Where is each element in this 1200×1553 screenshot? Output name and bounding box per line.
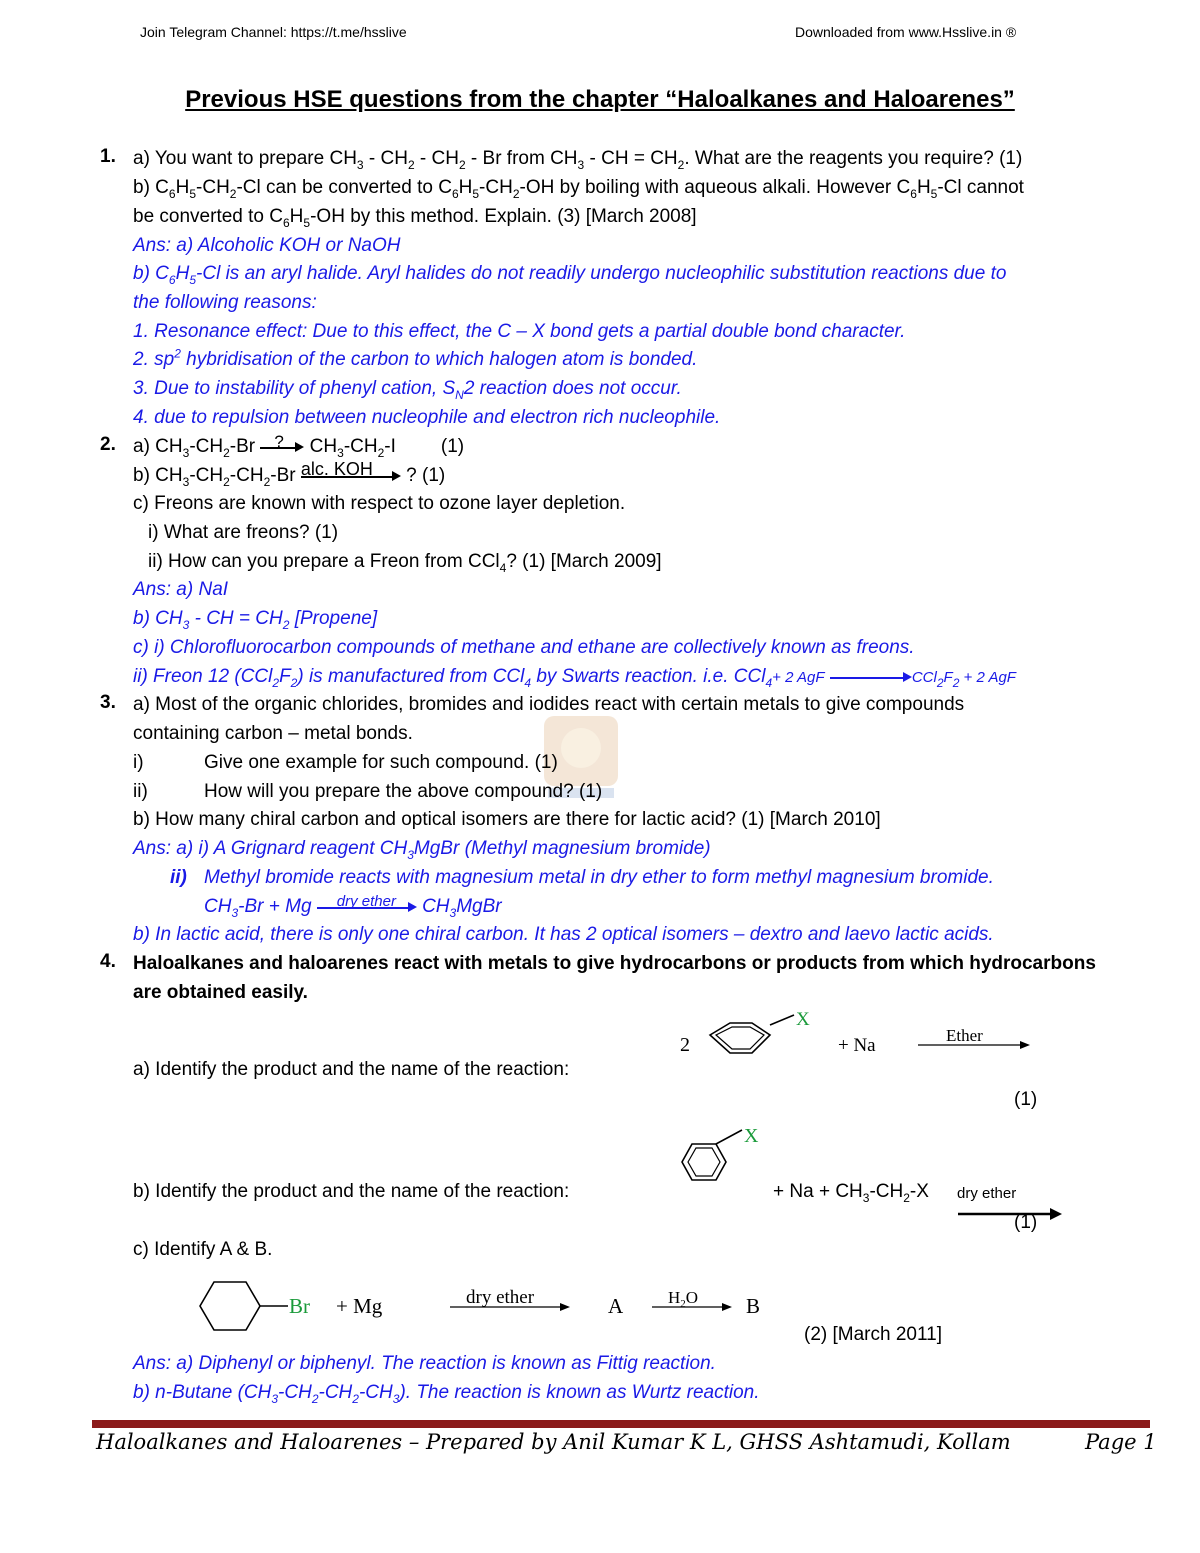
q4-c-magnesium: + Mg [336,1294,383,1318]
q2-answer-c-i: c) i) Chlorofluorocarbon compounds of methane and ethane are collectively known as freons. [133,637,915,658]
q3-ii-text: How will you prepare the above compound? (1) [204,781,603,802]
benzene-ring-b [682,1130,742,1180]
cyclohexane-ring [200,1282,260,1330]
q1-number: 1. [100,146,116,167]
q1-answer-reason-2: 2. $sp^2$ hybridisation of the carbon to which halogen atom is bonded. [133,346,698,370]
footer-text: Haloalkanes and Haloarenes – Prepared by Anil Kumar K L, GHSS Ashtamudi, Kollam [96,1430,1011,1454]
q3-answer-b: b) In lactic acid, there is only one chiral carbon. It has 2 optical isomers – dextro and laevo lactic acids. [133,924,994,945]
q3-answer-ii-label: ii) [170,867,187,888]
q1-answer-b: b) $C_6H_5-Cl$ is an aryl halide. Aryl halides do not readily undergo nucleophilic substitution reactions due to [133,263,1007,287]
header-source: Downloaded from www.Hsslive.in ® [795,24,1017,40]
q2-answer-a: Ans: a) NaI [133,579,229,600]
q4-number: 4. [100,951,116,972]
q4-c-A: A [608,1294,624,1318]
q4-c-B: B [746,1294,761,1318]
q3-answer-ii-text: Methyl bromide reacts with magnesium metal in dry ether to form methyl magnesium bromide. [204,867,994,888]
q2-a-arrow: ? [260,436,304,458]
q3-i-label: i) [133,752,144,773]
q3-a-line1: a) Most of the organic chlorides, bromides and iodides react with certain metals to give compounds [133,694,965,715]
q4-intro-line2: are obtained easily. [133,982,308,1003]
q4-a-reactant: + Na [838,1035,876,1056]
q2-answer-b: b) $CH_3$ - CH = $CH_2$ [Propene] [133,608,378,632]
q3-answer-a: Ans: a) i) A Grignard reagent $CH_3MgBr$ (Methyl magnesium bromide) [133,838,711,862]
q4-answer-b: b) n-Butane $(CH_3-CH_2-CH_2-CH_3)$. The reaction is known as Wurtz reaction. [133,1382,760,1406]
q4-c-reagent2: $H_2O$ [668,1288,699,1310]
q3-answer-equation: $CH_3-Br + Mg$ dry ether $CH_3MgBr$ [204,892,502,920]
q4-a-reaction [670,1005,1050,1075]
q1-answer-a: Ans: a) Alcoholic KOH or NaOH [133,235,401,256]
q1-answer-reason-1: 1. Resonance effect: Due to this effect, the C – X bond gets a partial double bond character. [133,321,906,342]
page-title: Previous HSE questions from the chapter “Haloalkanes and Haloarenes” [185,86,1015,113]
q3-answer-arrow: dry ether [317,896,417,918]
q4-b-reactants: + $Na + CH_3-CH_2-X$ [773,1181,929,1205]
q1-answer-reason-4: 4. due to repulsion between nucleophile and electron rich nucleophile. [133,407,721,428]
q2-number: 2. [100,434,116,455]
q4-c-marks: (2) [March 2011] [804,1324,942,1345]
q2-answer-c-ii: ii) Freon 12 $(CCl_2F_2)$ is manufactured from CCl$_4$ by Swarts reaction. i.e. CCl$_4$+ 2 AgF $CCl_2F_2 + 2$ AgF [133,666,1016,690]
q4-a-text: a) Identify the product and the name of the reaction: [133,1059,570,1080]
q4-c-reagent1: dry ether [466,1287,535,1308]
q3-ii-label: ii) [133,781,148,802]
q3-number: 3. [100,692,116,713]
q4-a-reagent: Ether [946,1026,983,1045]
q4-a-marks: (1) [1014,1089,1038,1110]
q2-b-arrow: alc. KOH [301,465,401,487]
q3-b: b) How many chiral carbon and optical isomers are there for lactic acid? (1) [March 2010] [133,809,881,830]
q2-c: c) Freons are known with respect to ozone layer depletion. [133,493,626,514]
q4-a-coefficient: 2 [680,1034,690,1056]
q4-c-reaction [196,1274,776,1338]
q4-b-arrow [958,1206,1064,1222]
page-number: Page 1 [1085,1430,1157,1454]
q4-b-reagent: dry ether [957,1185,1017,1202]
q2-c-ii: ii) How can you prepare a Freon from CCl$_4$? (1) [March 2009] [148,551,662,575]
q2-c-i: i) What are freons? (1) [148,522,339,543]
footer-rule [92,1420,1150,1428]
q1-a: a) You want to prepare $CH_3 - CH_2 - CH_2$ - Br from $CH_3$ - CH = $CH_2$. What are the reagents you require? (1) [133,148,1023,172]
q1-b-line1: b) $C_6H_5-CH_2-Cl$ can be converted to $C_6H_5-CH_2-OH$ by boiling with aqueous alkali. However $C_6H_5-Cl$ cannot [133,177,1024,201]
q3-i-text: Give one example for such compound. (1) [204,752,558,773]
benzene-ring-a [710,1015,794,1053]
q4-a-halogen: X [796,1009,810,1030]
q4-c-bromine: Br [289,1294,310,1318]
q4-answer-a: Ans: a) Diphenyl or biphenyl. The reaction is known as Fittig reaction. [133,1353,716,1374]
q1-answer-reason-3: 3. Due to instability of phenyl cation, $S_N2$ reaction does not occur. [133,378,682,402]
q1-answer-b-cont: the following reasons: [133,292,317,313]
q4-intro-line1: Haloalkanes and haloarenes react with metals to give hydrocarbons or products from which hydrocarbons [133,953,1096,974]
q4-b-marks: (1) [1014,1212,1038,1233]
header-telegram: Join Telegram Channel: https://t.me/hsslive [140,24,407,40]
q1-b-line2: be converted to $C_6H_5-OH$ by this method. Explain. (3) [March 2008] [133,206,697,230]
q2-b: b) $CH_3-CH_2-CH_2-Br$ alc. KOH ? (1) [133,458,446,489]
q3-a-line2: containing carbon – metal bonds. [133,723,413,744]
q2-a: a) $CH_3-CH_2-Br$ ? $CH_3-CH_2-I$ (1) [133,431,465,460]
q4-a-arrow-head [1020,1041,1030,1049]
q4-b-benzene [672,1118,782,1198]
q2-answer-arrow [830,670,912,684]
q4-c-text: c) Identify A & B. [133,1239,273,1260]
q4-b-halogen: X [744,1125,759,1147]
q4-b-text: b) Identify the product and the name of the reaction: [133,1181,570,1202]
